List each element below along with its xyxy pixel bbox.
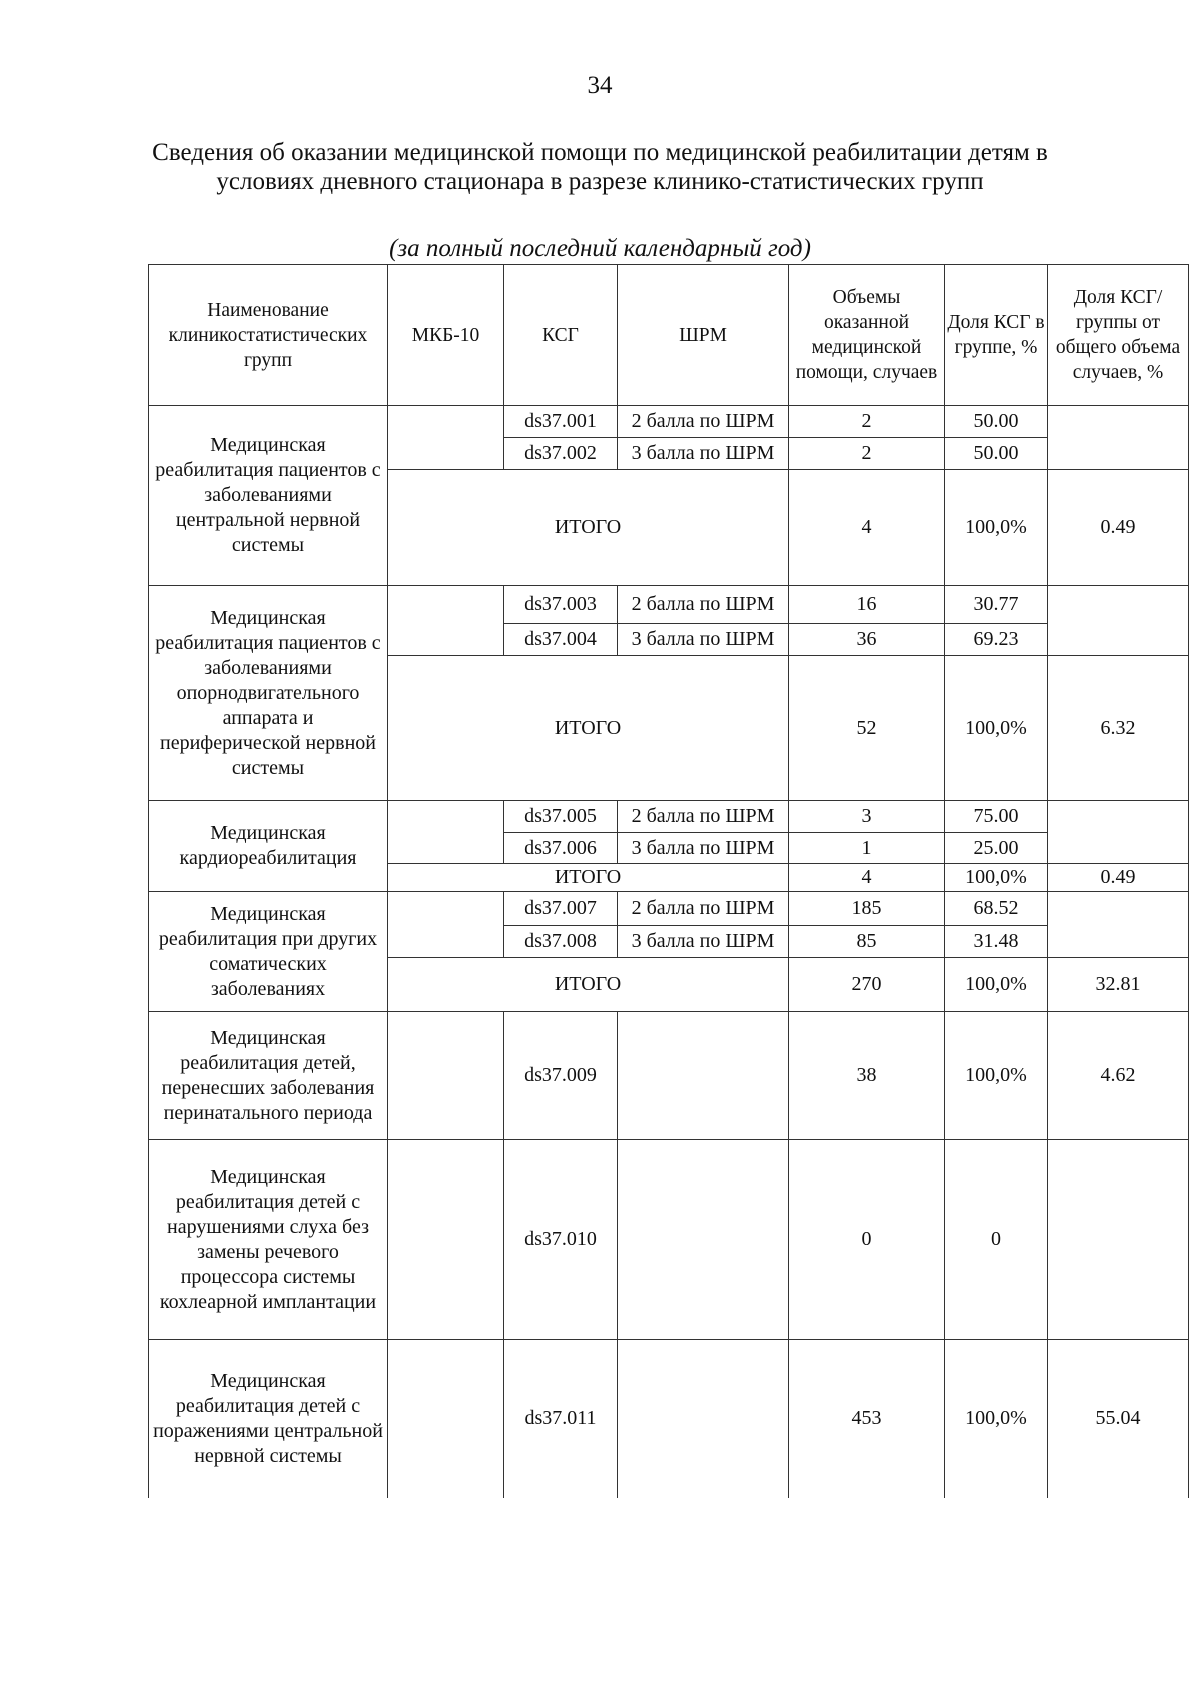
mkb-cell [388,1012,504,1140]
share-cell: 50.00 [945,406,1048,438]
total-share: 100,0% [945,864,1048,892]
shrm-cell [618,1340,789,1498]
mkb-cell [388,1140,504,1340]
share-total-cell [1048,892,1189,958]
ksg-cell: ds37.010 [504,1140,618,1340]
header-shrm: ШРМ [618,265,789,406]
share-total-cell [1048,406,1189,470]
mkb-cell [388,892,504,958]
total-share: 100,0% [945,958,1048,1012]
total-share-total: 32.81 [1048,958,1189,1012]
shrm-cell: 2 балла по ШРМ [618,586,789,624]
group-name: Медицинская кардиореабилитация [149,801,388,892]
share-cell: 30.77 [945,586,1048,624]
ksg-cell: ds37.005 [504,801,618,833]
table-row [149,1012,1189,1140]
total-volume: 4 [789,470,945,586]
volume-cell: 38 [789,1012,945,1140]
share-cell: 69.23 [945,624,1048,656]
header-row [149,265,1189,406]
total-volume: 52 [789,656,945,801]
shrm-cell: 3 балла по ШРМ [618,926,789,958]
table-row [149,586,1189,624]
share-total-cell [1048,801,1189,864]
total-share: 100,0% [945,470,1048,586]
volume-cell: 1 [789,833,945,864]
ksg-cell: ds37.011 [504,1340,618,1498]
volume-cell: 185 [789,892,945,926]
page-number: 34 [587,72,613,99]
volume-cell: 0 [789,1140,945,1340]
group-name: Медицинская реабилитация пациентов с заболеваниями опорнодвигательного аппарата и периферической нервной системы [149,586,388,801]
total-share-total: 6.32 [1048,656,1189,801]
ksg-cell: ds37.007 [504,892,618,926]
group-name: Медицинская реабилитация детей с нарушениями слуха без замены речевого процессора системы кохлеарной имплантации [149,1140,388,1340]
table-row [149,406,1189,438]
total-share-total: 0.49 [1048,470,1189,586]
shrm-cell: 3 балла по ШРМ [618,624,789,656]
share-cell: 68.52 [945,892,1048,926]
header-name: Наименование клиникостатистических групп [149,265,388,406]
shrm-cell: 2 балла по ШРМ [618,801,789,833]
share-total-cell [1048,586,1189,656]
ksg-cell: ds37.002 [504,438,618,470]
header-share-group: Доля КСГ в группе, % [945,265,1048,406]
shrm-cell [618,1140,789,1340]
share-cell: 31.48 [945,926,1048,958]
mkb-cell [388,801,504,864]
shrm-cell: 2 балла по ШРМ [618,406,789,438]
share-cell: 75.00 [945,801,1048,833]
header-volume: Объемы оказанной медицинской помощи, случаев [789,265,945,406]
ksg-cell: ds37.001 [504,406,618,438]
table-row [149,1340,1189,1498]
volume-cell: 36 [789,624,945,656]
volume-cell: 2 [789,438,945,470]
total-share-total: 0.49 [1048,864,1189,892]
volume-cell: 16 [789,586,945,624]
table-row [149,1140,1189,1340]
total-volume: 4 [789,864,945,892]
mkb-cell [388,406,504,470]
header-share-total: Доля КСГ/группы от общего объема случаев, % [1048,265,1189,406]
total-label: ИТОГО [388,656,789,801]
shrm-cell: 3 балла по ШРМ [618,833,789,864]
share-total-cell: 4.62 [1048,1012,1189,1140]
statistics-table [148,264,1189,1498]
volume-cell: 3 [789,801,945,833]
header-mkb: МКБ-10 [388,265,504,406]
table-row [149,892,1189,926]
share-cell: 100,0% [945,1012,1048,1140]
share-cell: 50.00 [945,438,1048,470]
shrm-cell: 2 балла по ШРМ [618,892,789,926]
document-subtitle: (за полный последний календарный год) [389,235,811,262]
total-label: ИТОГО [388,958,789,1012]
group-name: Медицинская реабилитация при других соматических заболеваниях [149,892,388,1012]
ksg-cell: ds37.003 [504,586,618,624]
group-name: Медицинская реабилитация детей с поражениями центральной нервной системы [149,1340,388,1498]
shrm-cell: 3 балла по ШРМ [618,438,789,470]
share-cell: 25.00 [945,833,1048,864]
total-label: ИТОГО [388,864,789,892]
mkb-cell [388,586,504,656]
total-volume: 270 [789,958,945,1012]
share-cell: 100,0% [945,1340,1048,1498]
shrm-cell [618,1012,789,1140]
ksg-cell: ds37.004 [504,624,618,656]
ksg-cell: ds37.009 [504,1012,618,1140]
share-total-cell: 55.04 [1048,1340,1189,1498]
total-label: ИТОГО [388,470,789,586]
header-ksg: КСГ [504,265,618,406]
ksg-cell: ds37.008 [504,926,618,958]
total-share: 100,0% [945,656,1048,801]
document-title: Сведения об оказании медицинской помощи по медицинской реабилитации детям в условиях дневного стационара в разрезе клинико-статистических групп [152,139,1048,195]
mkb-cell [388,1340,504,1498]
volume-cell: 2 [789,406,945,438]
table-row [149,801,1189,833]
volume-cell: 85 [789,926,945,958]
volume-cell: 453 [789,1340,945,1498]
group-name: Медицинская реабилитация детей, перенесших заболевания перинатального периода [149,1012,388,1140]
ksg-cell: ds37.006 [504,833,618,864]
group-name: Медицинская реабилитация пациентов с заболеваниями центральной нервной системы [149,406,388,586]
share-total-cell [1048,1140,1189,1340]
share-cell: 0 [945,1140,1048,1340]
